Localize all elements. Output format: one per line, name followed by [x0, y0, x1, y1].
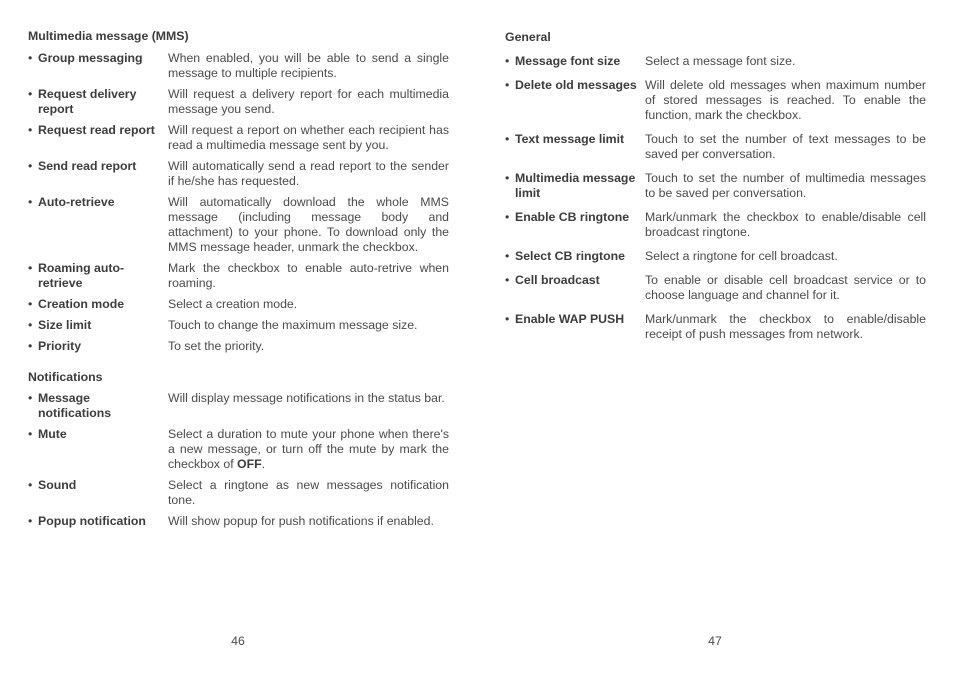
page-47 [477, 0, 954, 678]
desc-group-messaging: When enabled, you will be able to send a single message to multiple recipients. [168, 51, 449, 80]
term-popup-notification: • Popup notification [28, 514, 146, 528]
term-priority: • Priority [28, 339, 82, 353]
desc-text-message-limit: Touch to set the number of text messages to be saved per conversation. [645, 132, 926, 161]
term-select-cb-ringtone: • Select CB ringtone [505, 249, 626, 263]
bullet: • [28, 514, 33, 528]
desc-request-delivery-report: Will request a delivery report for each multimedia message you send. [168, 87, 449, 116]
bullet: • [28, 391, 33, 405]
term-delete-old-messages: • Delete old messages [505, 78, 637, 92]
bullet: • [28, 261, 33, 275]
desc-sound: Select a ringtone as new messages notification tone. [168, 478, 449, 507]
bullet: • [505, 210, 510, 224]
term-roaming-auto-retrieve: • Roaming auto-retrieve [28, 261, 125, 290]
term-request-read-report: • Request read report [28, 123, 155, 137]
desc-priority: To set the priority. [168, 339, 265, 353]
desc-multimedia-message-limit: Touch to set the number of multimedia messages to be saved per conversation. [645, 171, 926, 200]
bullet: • [505, 249, 510, 263]
page-number: 46 [231, 634, 245, 648]
desc-creation-mode: Select a creation mode. [168, 297, 298, 311]
term-enable-cb-ringtone: • Enable CB ringtone [505, 210, 630, 224]
desc-popup-notification: Will show popup for push notifications if enabled. [168, 514, 434, 528]
bullet: • [505, 312, 510, 326]
desc-enable-cb-ringtone: Mark/unmark the checkbox to enable/disable cell broadcast ringtone. [645, 210, 926, 239]
bullet: • [28, 195, 33, 209]
desc-message-font-size: Select a message font size. [645, 54, 796, 68]
term-mute: • Mute [28, 427, 67, 441]
bullet: • [505, 78, 510, 92]
bullet: • [505, 132, 510, 146]
bullet: • [28, 87, 33, 101]
bullet: • [28, 297, 33, 311]
term-cell-broadcast: • Cell broadcast [505, 273, 600, 287]
term-send-read-report: • Send read report [28, 159, 137, 173]
desc-enable-wap-push: Mark/unmark the checkbox to enable/disable receipt of push messages from network. [645, 312, 926, 341]
term-message-font-size: • Message font size [505, 54, 621, 68]
desc-mute: Select a duration to mute your phone when there's a new message, or turn off the mute by mark the checkbox of OFF. [168, 427, 449, 471]
term-request-delivery-report: • Request delivery report [28, 87, 137, 116]
desc-cell-broadcast: To enable or disable cell broadcast service or to choose language and channel for it. [645, 273, 926, 302]
term-group-messaging: • Group messaging [28, 51, 143, 65]
bullet: • [28, 339, 33, 353]
term-sound: • Sound [28, 478, 77, 492]
bullet: • [28, 123, 33, 137]
desc-size-limit: Touch to change the maximum message size. [168, 318, 418, 332]
desc-send-read-report: Will automatically send a read report to the sender if he/she has requested. [168, 159, 449, 188]
term-multimedia-message-limit: • Multimedia message limit [505, 171, 636, 200]
section-title-general: General [505, 30, 551, 44]
term-auto-retrieve: • Auto-retrieve [28, 195, 115, 209]
term-text-message-limit: • Text message limit [505, 132, 625, 146]
bullet: • [28, 478, 33, 492]
desc-delete-old-messages: Will delete old messages when maximum number of stored messages is reached. To enable the function, mark the checkbox. [645, 78, 926, 122]
term-creation-mode: • Creation mode [28, 297, 125, 311]
desc-request-read-report: Will request a report on whether each recipient has read a multimedia message sent by you. [168, 123, 449, 152]
section-title-notifications: Notifications [28, 370, 103, 384]
desc-roaming-auto-retrieve: Mark the checkbox to enable auto-retrive when roaming. [168, 261, 449, 290]
bullet: • [505, 54, 510, 68]
term-message-notifications: • Message notifications [28, 391, 112, 420]
term-size-limit: • Size limit [28, 318, 92, 332]
bullet: • [28, 51, 33, 65]
term-enable-wap-push: • Enable WAP PUSH [505, 312, 625, 326]
bullet: • [505, 171, 510, 185]
desc-message-notifications: Will display message notifications in the status bar. [168, 391, 445, 405]
desc-select-cb-ringtone: Select a ringtone for cell broadcast. [645, 249, 838, 263]
page-number: 47 [708, 634, 722, 648]
off-keyword: OFF [237, 457, 262, 471]
bullet: • [28, 159, 33, 173]
bullet: • [505, 273, 510, 287]
section-title-mms: Multimedia message (MMS) [28, 29, 189, 43]
desc-auto-retrieve: Will automatically download the whole MMS message (including message body and attachment) to your phone. To download only the MMS message header, unmark the checkbox. [168, 195, 449, 254]
bullet: • [28, 318, 33, 332]
bullet: • [28, 427, 33, 441]
